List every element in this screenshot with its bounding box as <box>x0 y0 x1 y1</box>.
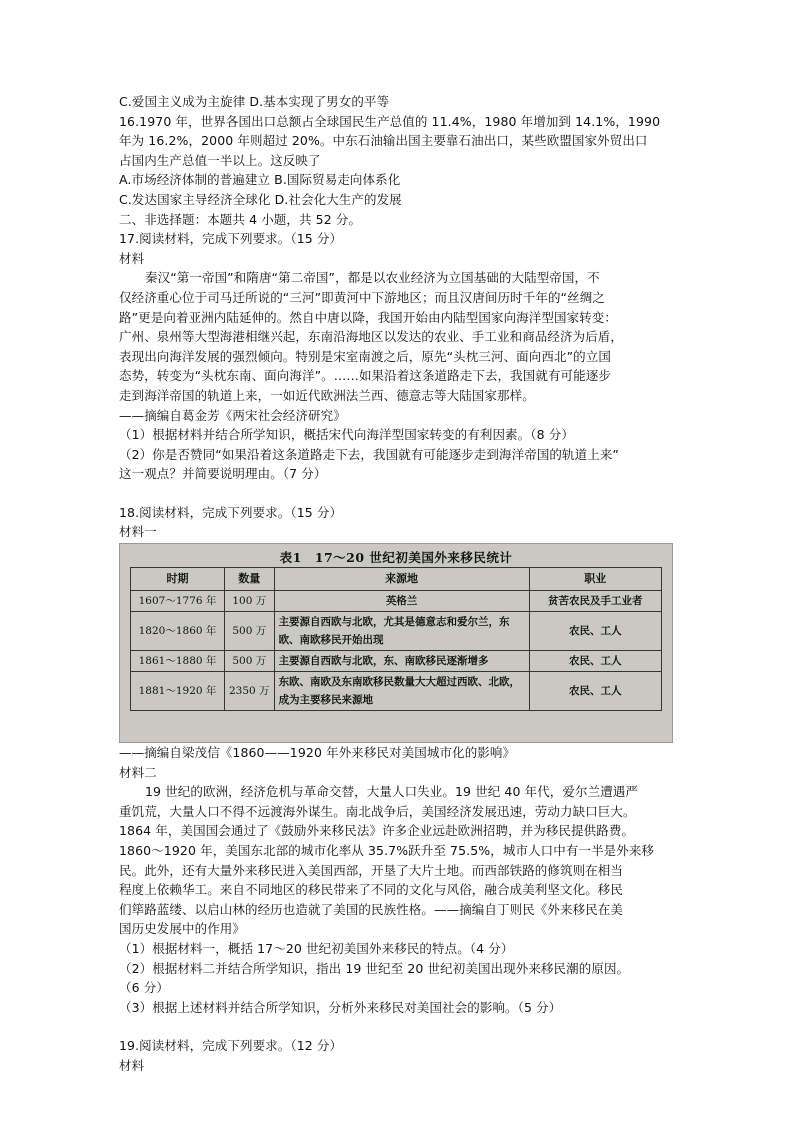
header-period: 时期 <box>131 568 225 591</box>
question-17 <box>119 229 679 484</box>
table-row <box>131 591 662 612</box>
material-line: 1864 年，美国国会通过了《鼓励外来移民法》许多企业远赴欧洲招聘，并为移民提供路费。 <box>119 823 635 839</box>
table-row <box>131 672 662 711</box>
period-cell: 1881～1920 年 <box>131 672 225 711</box>
material-line: 民。此外，还有大量外来移民进入美国西部，开垦了大片土地。而西部铁路的修筑则在相当 <box>119 862 624 878</box>
option-line: C.发达国家主导经济全球化 D.社会化大生产的发展 <box>119 191 402 207</box>
table-row <box>131 651 662 672</box>
count-cell: 2350 万 <box>225 672 275 711</box>
count-cell: 100 万 <box>225 591 275 612</box>
material-line: 重饥荒，大量人口不得不远渡海外谋生。南北战争后，美国经济发展迅速，劳动力缺口巨大。 <box>119 803 636 819</box>
sub-question: （2）根据材料二并结合所学知识，指出 19 世纪至 20 世纪初美国出现外来移民潮的原因。 <box>119 960 630 976</box>
occupation-cell: 农民、工人 <box>529 612 661 651</box>
material-line: 态势，转变为“头枕东南、面向海洋”。……如果沿着这条道路走下去，我国就有可能逐步 <box>119 368 611 384</box>
migration-table <box>130 567 662 711</box>
material-line: 路”更是向着亚洲内陆延伸的。然自中唐以降，我国开始由内陆型国家向海洋型国家转变： <box>119 309 617 325</box>
table-caption: 表1 17～20 世纪初美国外来移民统计 <box>279 550 513 566</box>
sub-question: （3）根据上述材料并结合所学知识，分析外来移民对美国社会的影响。（5 分） <box>119 999 562 1015</box>
material-line: 秦汉“第一帝国”和隋唐“第二帝国”，都是以农业经济为立国基础的大陆型帝国，不 <box>145 270 600 286</box>
count-cell: 500 万 <box>225 612 275 651</box>
origin-cell: 东欧、南欧及东南欧移民数量大大超过西欧、北欧，成为主要移民来源地 <box>274 672 529 711</box>
migration-table-image <box>119 543 673 743</box>
material-line: 们筚路蓝缕、以启山林的经历也造就了美国的民族性格。——摘编自丁则民《外来移民在美 <box>119 901 624 917</box>
question-title: 17.阅读材料，完成下列要求。（15 分） <box>119 231 343 247</box>
material-label: 材料 <box>119 250 145 266</box>
question-18 <box>119 503 679 1018</box>
period-cell: 1607～1776 年 <box>131 591 225 612</box>
period-cell: 1861～1880 年 <box>131 651 225 672</box>
material-line: 广州、泉州等大型海港相继兴起，东南沿海地区以发达的农业、手工业和商品经济为后盾， <box>119 329 624 345</box>
count-cell: 500 万 <box>225 651 275 672</box>
source-citation: ——摘编自梁茂信《1860——1920 年外来移民对美国城市化的影响》 <box>119 745 516 761</box>
text-line: C.爱国主义成为主旋律 D.基本实现了男女的平等 <box>119 94 390 109</box>
table-header-row <box>131 568 662 591</box>
material-line: 国历史发展中的作用》 <box>119 921 246 937</box>
header-origin: 来源地 <box>274 568 529 591</box>
text-line: 16.1970 年，世界各国出口总额占全球国民生产总值的 11.4%，1980 年增加到 14.1%，1990 <box>119 113 661 129</box>
sub-question: （1）根据材料一，概括 17～20 世纪初美国外来移民的特点。（4 分） <box>119 941 514 956</box>
question-title: 18.阅读材料，完成下列要求。（15 分） <box>119 504 343 520</box>
occupation-cell: 贫苦农民及手工业者 <box>529 591 661 612</box>
text-line: 占国内生产总值一半以上。这反映了 <box>119 152 321 168</box>
occupation-cell: 农民、工人 <box>529 651 661 672</box>
material-line: 19 世纪的欧洲，经济危机与革命交替，大量人口失业。19 世纪 40 年代，爱尔兰遭遇严 <box>145 784 639 800</box>
text-line: 年为 16.2%，2000 年则超过 20%。中东石油输出国主要靠石油出口，某些欧盟国家外贸出口 <box>119 133 648 149</box>
sub-question: （1）根据材料并结合所学知识，概括宋代向海洋型国家转变的有利因素。（8 分） <box>119 427 574 443</box>
section-heading: 二、非选择题：本题共 4 小题，共 52 分。 <box>119 211 362 227</box>
source-citation: ——摘编自葛金芳《两宋社会经济研究》 <box>119 407 346 423</box>
period-cell: 1820～1860 年 <box>131 612 225 651</box>
material-line: 走到海洋帝国的轨道上来，一如近代欧洲法兰西、德意志等大陆国家那样。 <box>119 387 535 403</box>
q15-options-tail <box>119 92 679 112</box>
table-row <box>131 612 662 651</box>
sub-question: 这一观点？并简要说明理由。（7 分） <box>119 466 327 482</box>
material-line: 仅经济重心位于司马迁所说的“三河”即黄河中下游地区；而且汉唐间历时千年的“丝绸之 <box>119 289 605 305</box>
question-16 <box>119 112 679 210</box>
material-line: 表现出向海洋发展的强烈倾向。特别是宋室南渡之后，原先“头枕三河、面向西北”的立国 <box>119 348 611 364</box>
occupation-cell: 农民、工人 <box>529 672 661 711</box>
document-page <box>119 92 679 1076</box>
option-line: A.市场经济体制的普遍建立 B.国际贸易走向体系化 <box>119 172 401 188</box>
question-19 <box>119 1036 679 1075</box>
header-occupation: 职业 <box>529 568 661 591</box>
origin-cell: 英格兰 <box>274 591 529 612</box>
material-line: 1860～1920 年，美国东北部的城市化率从 35.7%跃升至 75.5%，城市人口中有一半是外来移 <box>119 843 655 859</box>
sub-question: （6 分） <box>119 980 169 996</box>
header-count: 数量 <box>225 568 275 591</box>
origin-cell: 主要源自西欧与北欧，东、南欧移民逐渐增多 <box>274 651 529 672</box>
question-title: 19.阅读材料，完成下列要求。（12 分） <box>119 1038 343 1054</box>
origin-cell: 主要源自西欧与北欧，尤其是德意志和爱尔兰，东欧、南欧移民开始出现 <box>274 612 529 651</box>
material-line: 程度上依赖华工。来自不同地区的移民带来了不同的文化与风俗，融合成美利坚文化。移民 <box>119 882 624 898</box>
material-label: 材料一 <box>119 524 157 540</box>
sub-question: （2）你是否赞同“如果沿着这条道路走下去，我国就有可能逐步走到海洋帝国的轨道上来” <box>119 446 620 462</box>
material-label: 材料二 <box>119 764 157 780</box>
material-label: 材料 <box>119 1057 145 1073</box>
